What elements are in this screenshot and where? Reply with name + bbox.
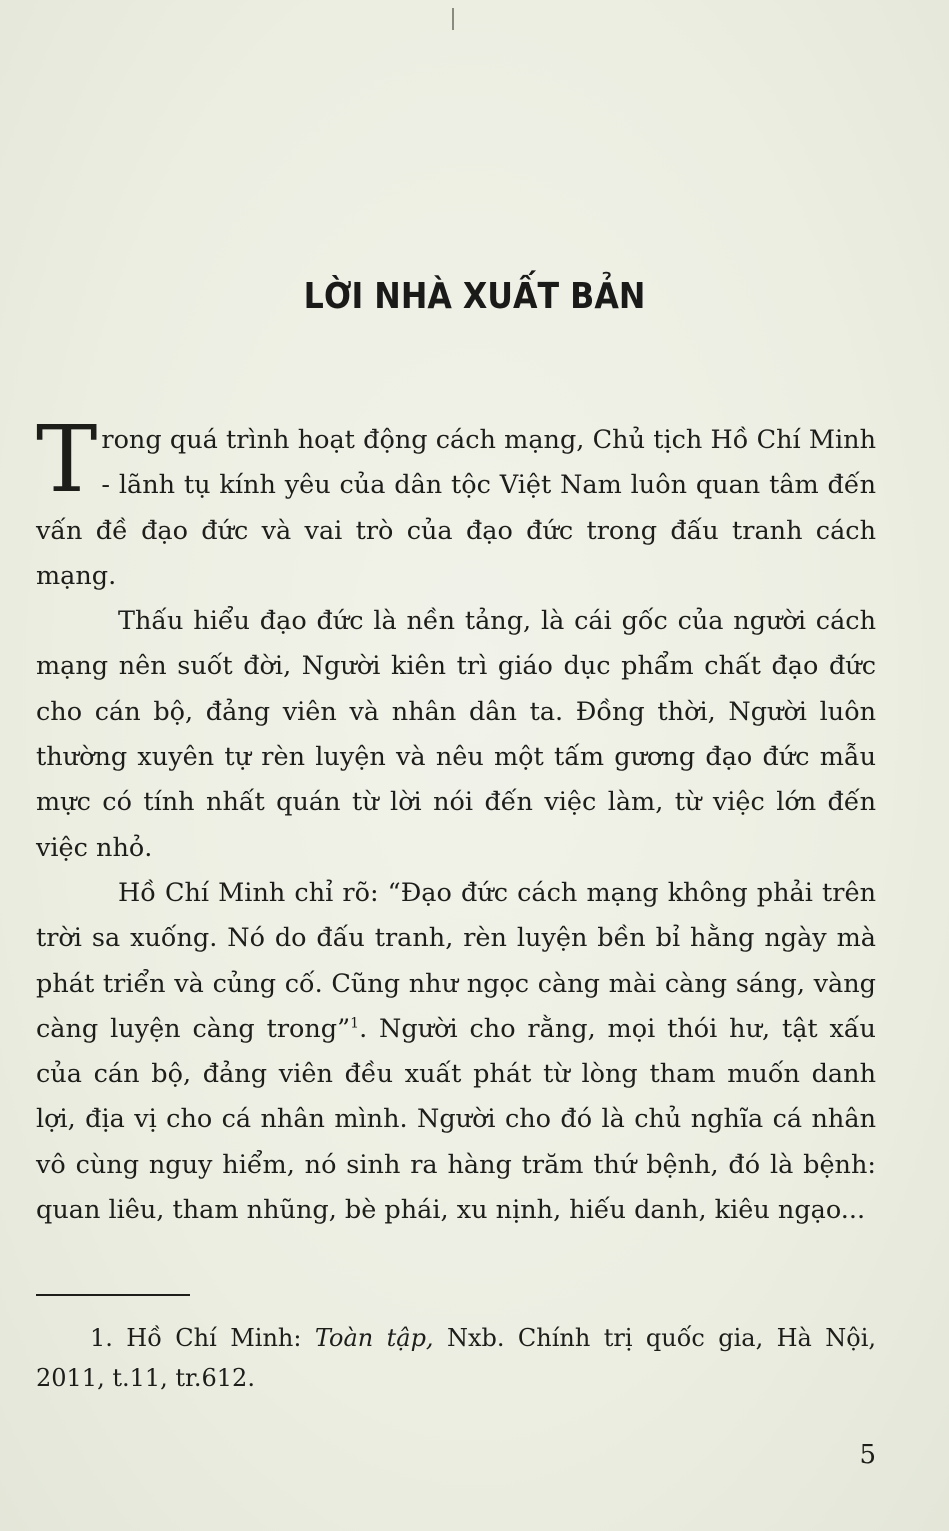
body-text bbox=[36, 406, 876, 1233]
paragraph-3-rest: . Người cho rằng, mọi thói hư, tật xấu của cán bộ, đảng viên đều xuất phát từ lòng tham muốn danh lợi, địa vị cho cá nhân mình. Người cho đó là chủ nghĩa cá nhân vô cùng nguy hiểm, nó sinh ra hàng trăm thứ bệnh, đó là bệnh: quan liêu, tham nhũng, bè phái, xu nịnh, hiếu danh, kiêu ngạo... bbox=[36, 1013, 876, 1226]
paragraph-3 bbox=[36, 871, 876, 1233]
footnote-rest: Nxb. Chính trị quốc gia, Hà Nội, 2011, t.11, tr.612. bbox=[36, 1324, 876, 1392]
page-number: 5 bbox=[859, 1440, 876, 1470]
footnote-text bbox=[36, 1318, 876, 1398]
paragraph-1-text: rong quá trình hoạt động cách mạng, Chủ tịch Hồ Chí Minh - lãnh tụ kính yêu của dân tộc Việt Nam luôn quan tâm đến vấn đề đạo đức và vai trò của đạo đức trong đấu tranh cách mạng. bbox=[36, 425, 876, 591]
paragraph-2: Thấu hiểu đạo đức là nền tảng, là cái gốc của người cách mạng nên suốt đời, Người kiên trì giáo dục phẩm chất đạo đức cho cán bộ, đảng viên và nhân dân ta. Đồng thời, Người luôn thường xuyên tự rèn luyện và nêu một tấm gương đạo đức mẫu mực có tính nhất quán từ lời nói đến việc làm, từ việc lớn đến việc nhỏ. bbox=[36, 606, 876, 863]
page-title: LỜI NHÀ XUẤT BẢN bbox=[303, 276, 646, 317]
footnote-ref: 1 bbox=[350, 1015, 360, 1032]
paragraph-3-quote: Hồ Chí Minh chỉ rõ: “Đạo đức cách mạng không phải trên trời sa xuống. Nó do đấu tranh, rèn luyện bền bỉ hằng ngày mà phát triển và củng cố. Cũng như ngọc càng mài càng sáng, vàng càng luyện càng trong” bbox=[36, 877, 876, 1044]
gutter-mark bbox=[452, 8, 454, 30]
footnote-divider bbox=[36, 1294, 190, 1296]
paragraph-1 bbox=[36, 406, 876, 599]
footnote-work-title: Toàn tập, bbox=[314, 1324, 434, 1352]
footnote-lead: 1. Hồ Chí Minh: bbox=[90, 1324, 315, 1352]
drop-cap: T bbox=[36, 406, 98, 513]
footnote bbox=[36, 1318, 876, 1398]
